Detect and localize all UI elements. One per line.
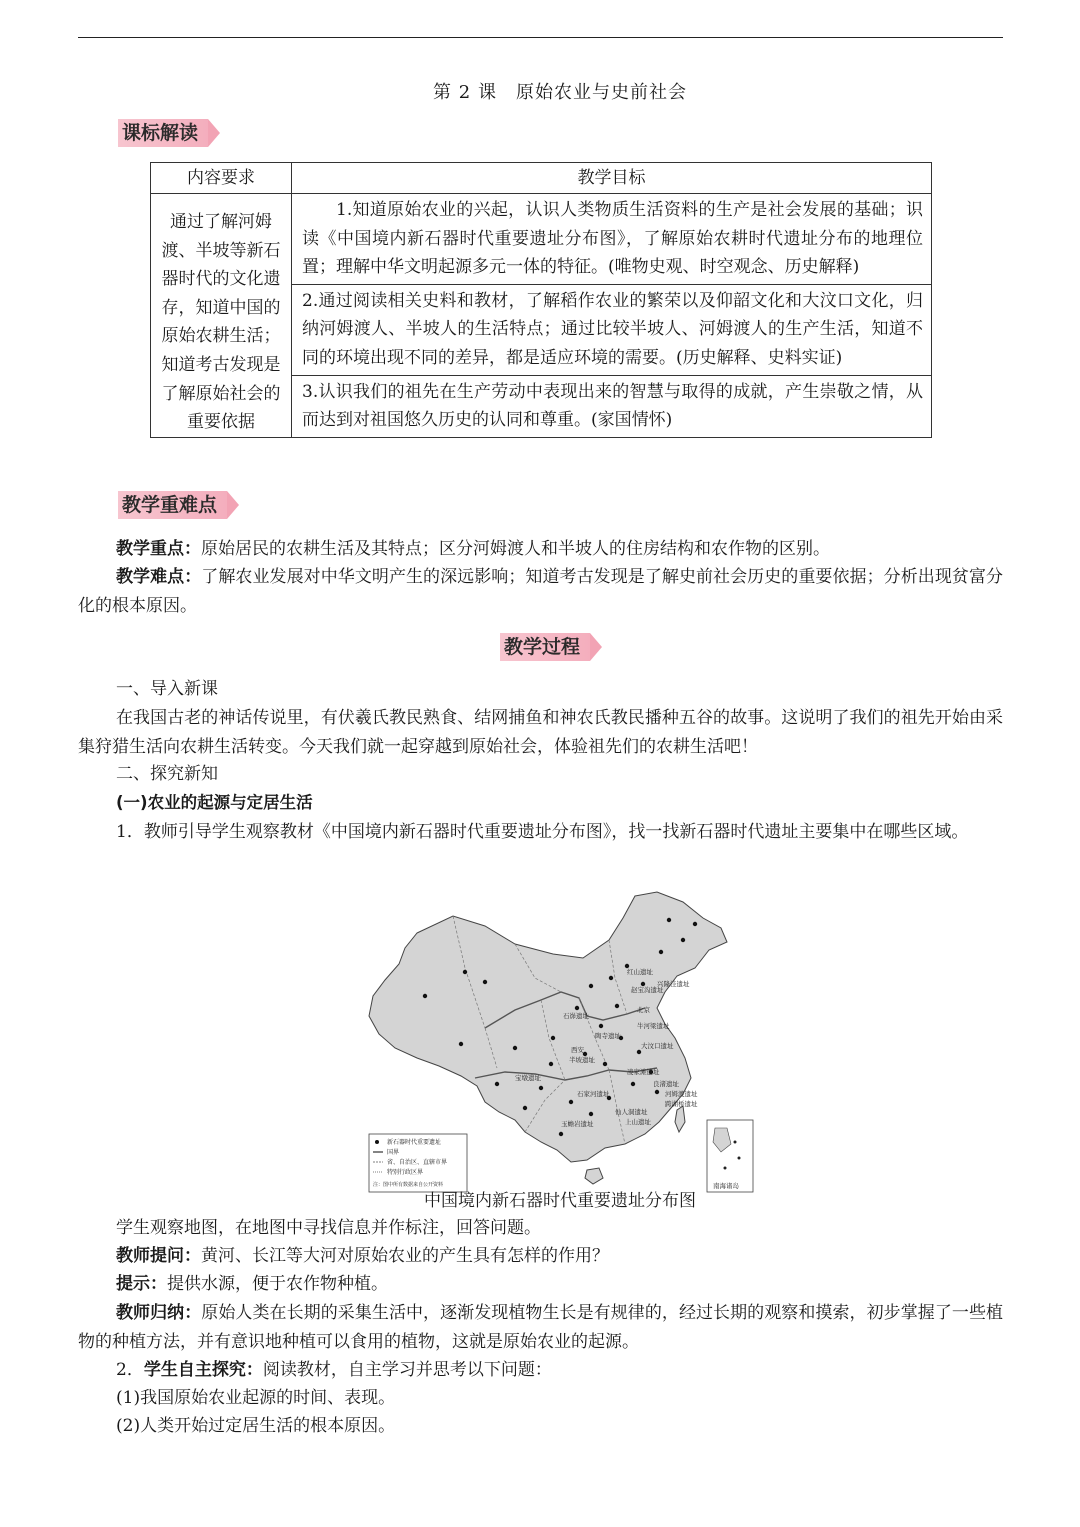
step2-text: 阅读教材，自主学习并思考以下问题：	[262, 1360, 552, 1380]
section-tag-label: 课标解读	[118, 119, 208, 147]
step-2	[78, 1356, 1003, 1385]
intro-text: 在我国古老的神话传说里，有伏羲氏教民熟食、结网捕鱼和神农氏教民播种五谷的故事。这说明了我们的祖先开始由采集狩猎生活向农耕生活转变。今天我们就一起穿越到原始社会，体验祖先们的农耕生活吧！	[78, 708, 1003, 757]
goal-cell-2: 2.通过阅读相关史料和教材，了解稻作农业的繁荣以及仰韶文化和大汶口文化，归纳河姆渡人、半坡人的生活特点；通过比较半坡人、河姆渡人的生产生活，知道不同的环境出现不同的差异，都是适应环境的需要。(历史解释、史料实证)	[292, 284, 932, 375]
site-label: 宝墩遗址	[515, 1074, 541, 1082]
question-2: (2)人类开始过定居生活的根本原因。	[116, 1416, 396, 1436]
legend-item: 新石器时代重要遗址	[387, 1139, 442, 1146]
section-tag-process	[500, 632, 602, 662]
site-label: 跨湖桥遗址	[665, 1100, 698, 1108]
question-text: 黄河、长江等大河对原始农业的产生具有怎样的作用？	[201, 1246, 609, 1266]
section-tag-standards	[118, 118, 220, 148]
sub-heading: (一)农业的起源与定居生活	[116, 793, 313, 812]
question-label: 教师提问：	[116, 1246, 201, 1266]
step2-prefix: 2．	[116, 1360, 144, 1380]
section-tag-key-points	[118, 490, 239, 520]
difficulty-label: 教学难点：	[116, 567, 202, 587]
site-label: 陶寺遗址	[595, 1032, 621, 1040]
col-header-content: 内容要求	[151, 163, 292, 194]
explore-heading: 二、探究新知	[116, 764, 218, 784]
site-label: 红山遗址	[627, 968, 653, 976]
site-label: 赵宝沟遗址	[631, 986, 664, 994]
teaching-focus	[78, 535, 1003, 564]
col-header-goals: 教学目标	[292, 163, 932, 194]
hint	[78, 1270, 1003, 1299]
goal-cell-1: 1.知道原始农业的兴起，认识人类物质生活资料的生产是社会发展的基础；识读《中国境内新石器时代重要遗址分布图》，了解原始农耕时代遗址分布的地理位置；理解中华文明起源多元一体的特征。(唯物史观、时空观念、历史解释)	[292, 194, 932, 285]
hint-text: 提供水源，便于农作物种植。	[167, 1274, 388, 1294]
tag-arrow-icon	[227, 491, 239, 519]
teacher-question	[78, 1242, 1003, 1271]
taiwan-island-shape	[675, 1106, 685, 1132]
tag-arrow-icon	[590, 633, 602, 661]
map-legend	[369, 1134, 467, 1192]
goal-cell-3: 3.认识我们的祖先在生产劳动中表现出来的智慧与取得的成就，产生崇敬之情，从而达到对祖国悠久历史的认同和尊重。(家国情怀)	[292, 375, 932, 437]
step-1: 1．教师引导学生观察教材《中国境内新石器时代重要遗址分布图》，找一找新石器时代遗址主要集中在哪些区域。	[116, 822, 969, 842]
inset-label: 南海诸岛	[713, 1182, 739, 1190]
legend-item: 国界	[387, 1149, 400, 1156]
tag-arrow-icon	[208, 119, 220, 147]
top-rule	[78, 37, 1003, 38]
standards-table	[150, 162, 932, 438]
neolithic-sites-map	[365, 888, 757, 1196]
table-header-row	[151, 163, 932, 194]
observe-text: 学生观察地图，在地图中寻找信息并作标注，回答问题。	[116, 1218, 541, 1238]
difficulty-text: 了解农业发展对中华文明产生的深远影响；知道考古发现是了解史前社会历史的重要依据；分析出现贫富分化的根本原因。	[78, 567, 1004, 616]
site-label: 大汶口遗址	[641, 1042, 674, 1050]
summary-label: 教师归纳：	[116, 1303, 202, 1323]
content-requirement-cell: 通过了解河姆渡、半坡等新石器时代的文化遗存，知道中国的原始农耕生活；知道考古发现是了解原始社会的重要依据	[151, 194, 292, 438]
site-label: 石峁遗址	[563, 1012, 589, 1020]
site-label: 石家河遗址	[577, 1090, 610, 1098]
summary-text: 原始人类在长期的采集生活中，逐渐发现植物生长是有规律的，经过长期的观察和摸索，初步掌握了一些植物的种植方法，并有意识地种植可以食用的植物，这就是原始农业的起源。	[78, 1303, 1004, 1352]
hint-label: 提示：	[116, 1274, 167, 1294]
teaching-difficulty	[78, 563, 1003, 620]
hainan-island-shape	[585, 1168, 603, 1184]
table-row	[151, 194, 932, 285]
site-label: 玉蟾岩遗址	[561, 1120, 594, 1128]
site-label: 半坡遗址	[569, 1056, 595, 1064]
intro-heading: 一、导入新课	[116, 679, 218, 699]
site-label: 兴隆洼遗址	[657, 980, 690, 988]
site-label: 牛河梁遗址	[637, 1022, 670, 1030]
site-label: 河姆渡遗址	[665, 1090, 698, 1098]
site-label: 上山遗址	[625, 1118, 651, 1126]
focus-label: 教学重点：	[116, 539, 201, 559]
section-tag-label: 教学重难点	[118, 491, 227, 519]
section-tag-label: 教学过程	[500, 633, 590, 661]
teacher-summary	[78, 1299, 1003, 1356]
site-label: 仙人洞遗址	[615, 1108, 648, 1116]
china-map-figure	[365, 888, 757, 1196]
china-mainland-shape	[369, 892, 727, 1162]
map-caption: 中国境内新石器时代重要遗址分布图	[424, 1191, 696, 1211]
site-label: 良渚遗址	[653, 1080, 679, 1088]
legend-item: 特别行政区界	[387, 1169, 424, 1176]
focus-text: 原始居民的农耕生活及其特点；区分河姆渡人和半坡人的住房结构和农作物的区别。	[201, 539, 830, 559]
question-1: (1)我国原始农业起源的时间、表现。	[116, 1388, 396, 1408]
site-label: 西安	[571, 1046, 584, 1054]
lesson-title: 第 2 课 原始农业与史前社会	[433, 82, 687, 103]
site-label: 北京	[637, 1006, 650, 1014]
step2-label: 学生自主探究：	[143, 1360, 263, 1380]
legend-item: 注：图中所有数据来自公开资料	[373, 1182, 444, 1188]
legend-item: 省、自治区、直辖市界	[387, 1159, 448, 1166]
south-sea-inset	[707, 1120, 753, 1192]
site-label: 凌家滩遗址	[627, 1068, 660, 1076]
